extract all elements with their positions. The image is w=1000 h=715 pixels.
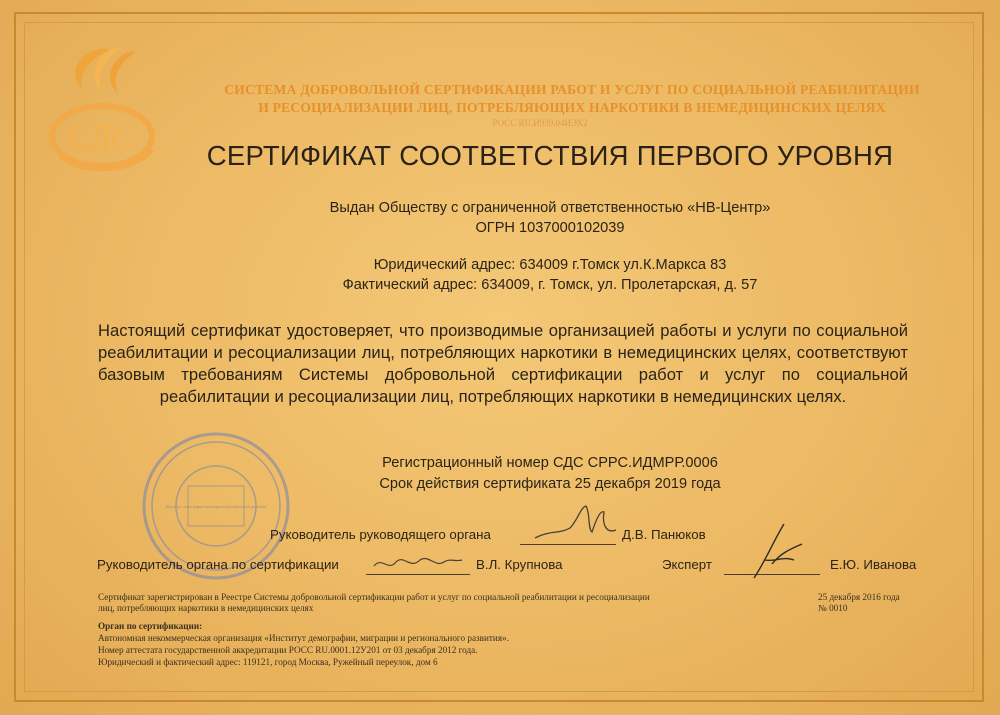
- registry-note-line-1: Сертификат зарегистрирован в Реестре Системы добровольной сертификации работ и услуг по социальной реабилитации и ресоциализации: [98, 592, 650, 602]
- expert-label: Эксперт: [662, 557, 712, 572]
- certificate-body: Настоящий сертификат удостоверяет, что производимые организацией работы и услуги по социальной реабилитации и ресоциализации лиц, потребляющих наркотики в немедицинских целях, соответствуют базовым требованиям Системы добровольной сертификации работ и услуг по социальной реабилитации и ресоциализации лиц, потребляющих наркотики в немедицинских целях.: [98, 321, 908, 406]
- accreditation-number: Номер аттестата государственной аккредитации РОСС RU.0001.12У201 от 03 декабря 2012 года.: [98, 645, 478, 655]
- head-signature: [530, 500, 620, 550]
- cert-body-signature: [370, 548, 466, 578]
- head-name: Д.В. Панюков: [622, 527, 706, 542]
- system-registration-number: РОСС RU.И939.04ИЭХ2: [492, 118, 588, 128]
- legal-address: Юридический адрес: 634009 г.Томск ул.К.Маркса 83: [373, 257, 727, 273]
- validity-date: Срок действия сертификата 25 декабря 2019 года: [379, 476, 721, 492]
- registry-note-line-2: лиц, потребляющих наркотики в немедицинских целях: [98, 603, 314, 613]
- expert-name: Е.Ю. Иванова: [830, 557, 917, 572]
- logo-text: СДС: [66, 119, 134, 156]
- ogrn: ОГРН 1037000102039: [475, 220, 625, 236]
- expert-signature: [744, 520, 814, 584]
- cert-body-heading: Орган по сертификации:: [98, 621, 203, 631]
- cert-body-name: Автономная некоммерческая организация «Институт демографии, миграции и регионального развития».: [98, 633, 509, 643]
- actual-address: Фактический адрес: 634009, г. Томск, ул. Пролетарская, д. 57: [342, 277, 758, 293]
- registry-date: 25 декабря 2016 года: [818, 592, 900, 602]
- org-header-line-2: И РЕСОЦИАЛИЗАЦИИ ЛИЦ, ПОТРЕБЛЯЮЩИХ НАРКОТИКИ В НЕМЕДИЦИНСКИХ ЦЕЛЯХ: [258, 100, 886, 115]
- stamp-text: Институт демографии миграции и регионального развития: [165, 504, 267, 509]
- cert-body-address: Юридический и фактический адрес: 119121, город Москва, Ружейный переулок, дом 6: [98, 657, 438, 667]
- issued-to: Выдан Обществу с ограниченной ответственностью «НВ-Центр»: [329, 200, 771, 216]
- cert-body-head-name: В.Л. Крупнова: [476, 557, 563, 572]
- cert-body-head-label: Руководитель органа по сертификации: [97, 557, 339, 572]
- head-label: Руководитель руководящего органа: [270, 527, 491, 542]
- org-header-line-1: СИСТЕМА ДОБРОВОЛЬНОЙ СЕРТИФИКАЦИИ РАБОТ И УСЛУГ ПО СОЦИАЛЬНОЙ РЕАБИЛИТАЦИИ: [224, 82, 920, 97]
- certificate-title: СЕРТИФИКАТ СООТВЕТСТВИЯ ПЕРВОГО УРОВНЯ: [206, 140, 894, 171]
- registry-number: № 0010: [818, 603, 848, 613]
- registration-number: Регистрационный номер СДС СРРС.ИДМРР.0006: [382, 455, 718, 471]
